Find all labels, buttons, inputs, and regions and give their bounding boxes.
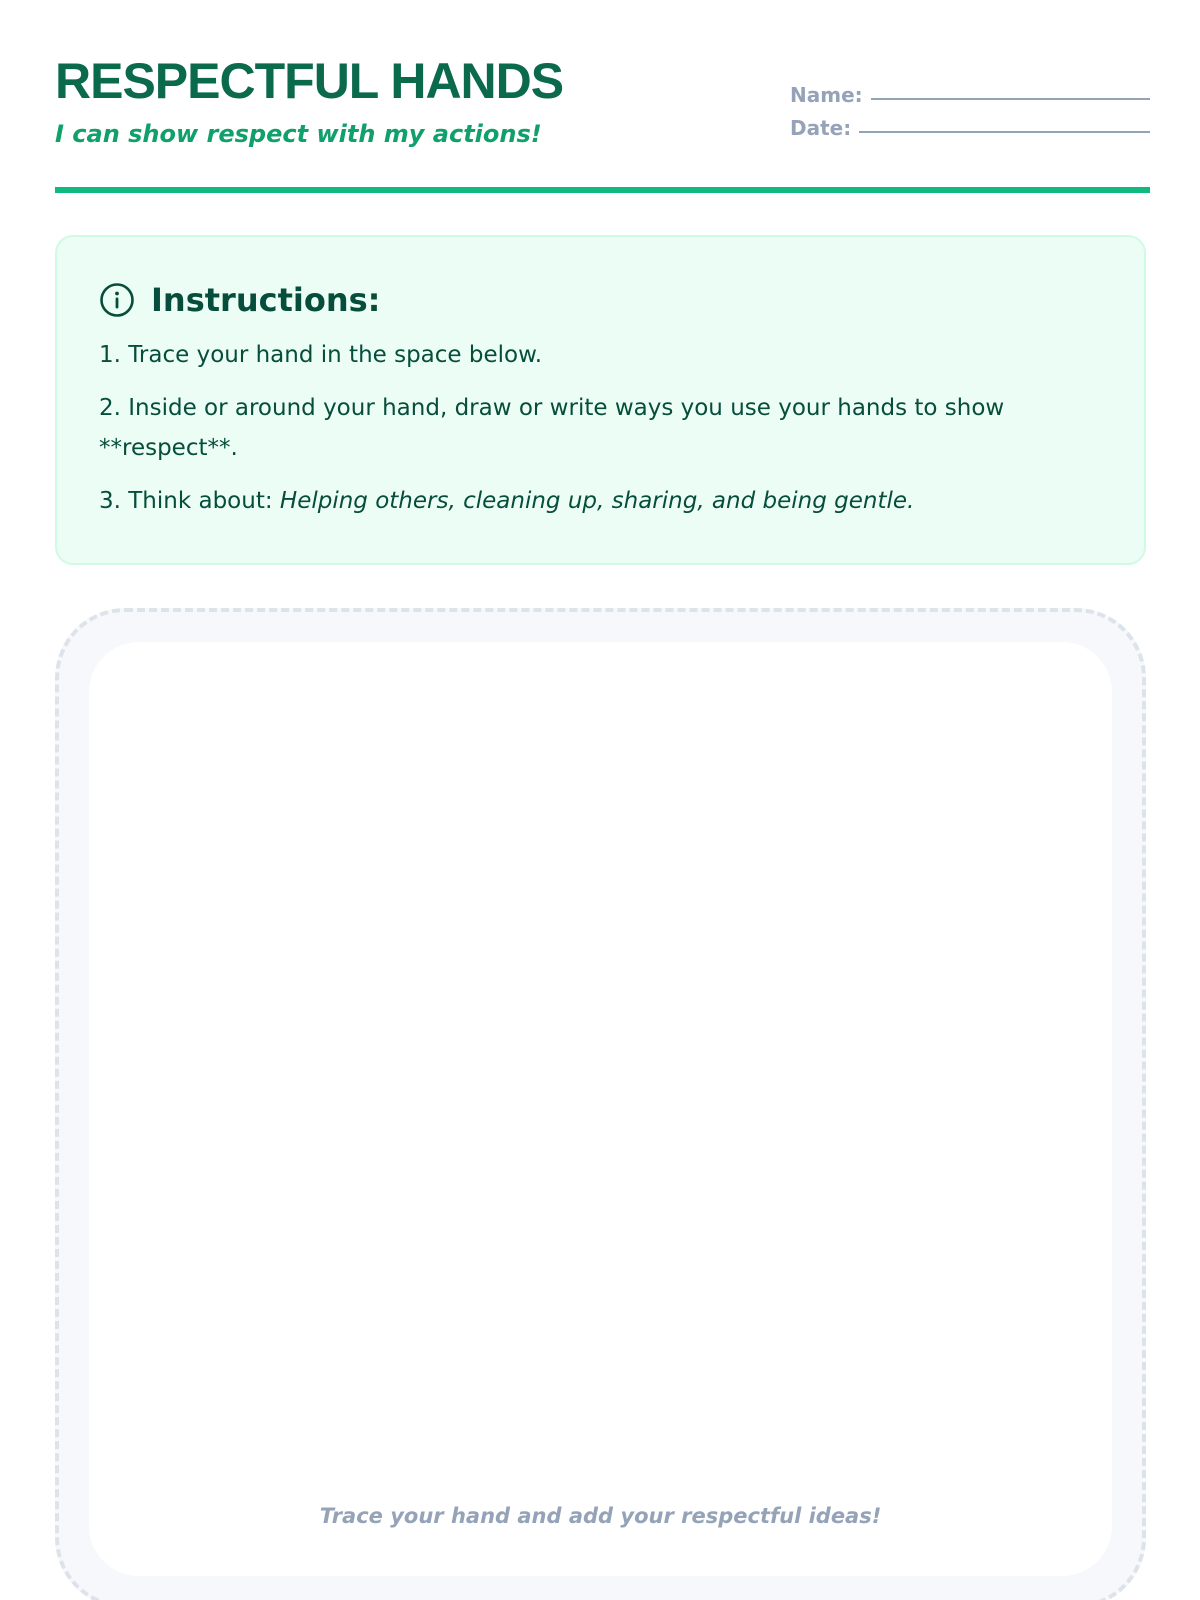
page-title: RESPECTFUL HANDS <box>55 53 564 109</box>
date-row <box>790 107 1150 140</box>
instructions-title: Instructions: <box>151 281 381 319</box>
name-row <box>790 74 1150 107</box>
instructions-list <box>99 335 1099 534</box>
instruction-step-1: 1. Trace your hand in the space below. <box>99 342 543 368</box>
name-label: Name: <box>790 83 863 107</box>
worksheet-header <box>55 50 1150 190</box>
instruction-step-3-examples: Helping others, cleaning up, sharing, and being gentle. <box>279 488 915 514</box>
hand-tracing-area[interactable] <box>89 642 1112 1576</box>
instructions-heading <box>99 281 380 319</box>
info-icon <box>99 282 135 318</box>
instruction-step-3-prefix: 3. Think about: <box>99 488 280 514</box>
instruction-step-3 <box>99 481 1099 521</box>
name-date-block <box>790 74 1150 140</box>
drawing-area-frame <box>55 608 1146 1600</box>
name-line[interactable] <box>871 98 1150 100</box>
drawing-area-hint: Trace your hand and add your respectful ideas! <box>319 1504 882 1528</box>
page-subtitle: I can show respect with my actions! <box>55 120 542 148</box>
instructions-box <box>55 235 1146 565</box>
header-divider <box>55 187 1150 193</box>
date-label: Date: <box>790 116 852 140</box>
instruction-step-2: 2. Inside or around your hand, draw or write ways you use your hands to show **respect**. <box>99 395 1005 461</box>
date-line[interactable] <box>859 131 1150 133</box>
